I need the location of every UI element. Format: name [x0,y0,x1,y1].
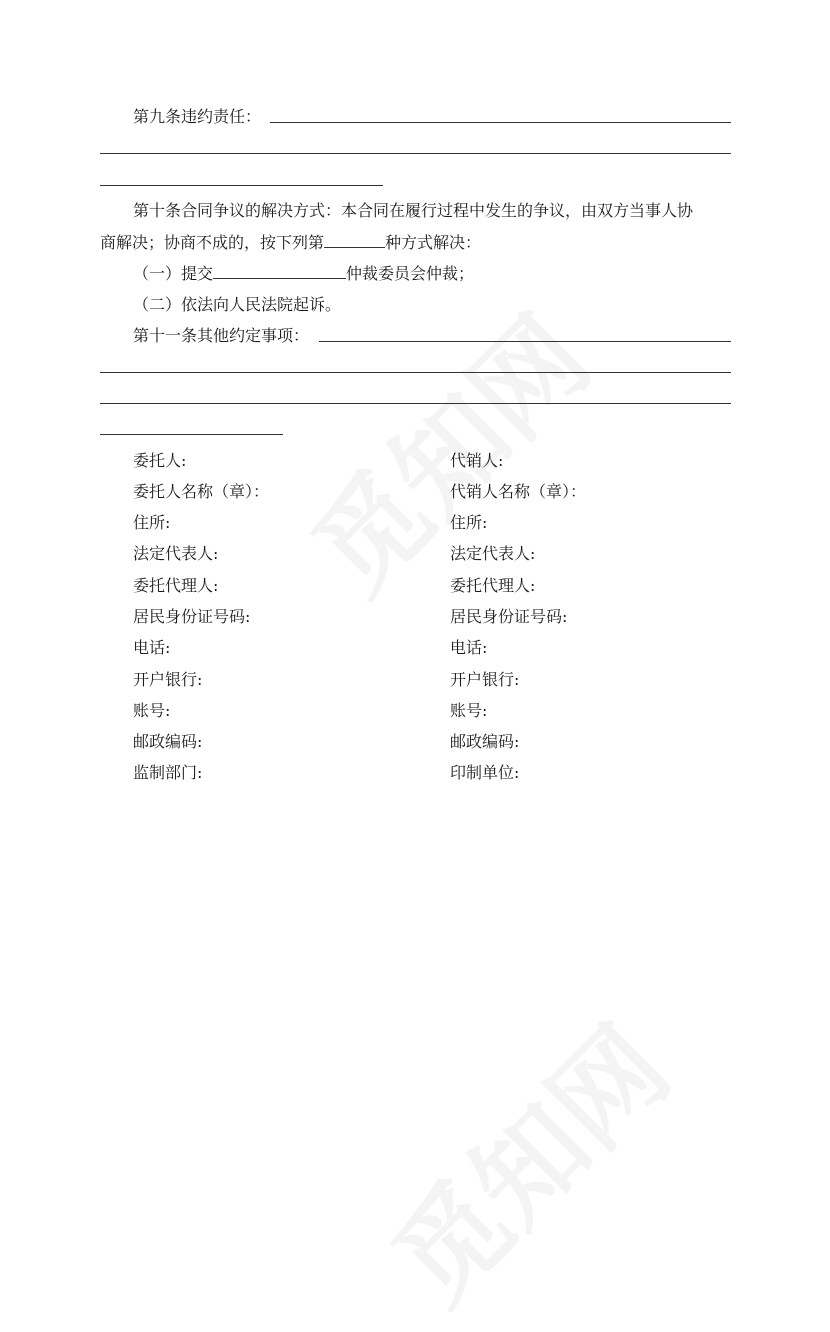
principal-field: 法定代表人: [133,544,219,563]
agent-field: 邮政编码: [450,732,520,751]
agent-field: 印制单位: [450,763,520,782]
principal-field: 电话: [133,638,171,657]
principal-field: 住所: [133,513,171,532]
article11-blank-4 [100,434,283,435]
article11-label: 第十一条其他约定事项： [133,326,310,345]
agent-field: 开户银行: [450,670,520,689]
agent-field: 委托代理人: [450,576,536,595]
agent-field: 电话: [450,638,488,657]
agent-field: 代销人: [450,451,504,470]
watermark [352,986,697,1331]
principal-field: 开户银行: [133,670,203,689]
agent-field: 住所: [450,513,488,532]
principal-field: 委托人: [133,451,187,470]
principal-field: 监制部门: [133,763,203,782]
article10-line2-text-a: 商解决；协商不成的，按下列第 [100,233,325,252]
principal-field: 居民身份证号码: [133,607,251,626]
watermark [272,276,617,621]
article10-line2 [100,231,481,254]
article10-option1-text-a: （一）提交 [133,264,214,283]
principal-field: 委托人名称（章）： [133,482,270,501]
agent-field: 法定代表人: [450,544,536,563]
article11-blank-3 [100,403,731,404]
principal-field: 账号: [133,701,171,720]
article10-option2: （二）依法向人民法院起诉。 [133,295,342,314]
agent-field: 代销人名称（章）： [450,482,587,501]
article9-blank-2 [100,153,731,154]
article11-blank-2 [100,372,731,373]
article11-blank-1 [319,341,731,342]
arbitration-committee-blank [213,262,346,279]
article10-method-blank [324,231,385,248]
article10-line2-text-b: 种方式解决： [385,233,482,252]
principal-field: 委托代理人: [133,576,219,595]
article10-option1-text-b: 仲裁委员会仲裁； [346,264,475,283]
article9-blank-3 [100,185,383,186]
article10-option1 [133,262,474,285]
article9-label: 第九条违约责任： [133,107,262,126]
agent-field: 账号: [450,701,488,720]
principal-field: 邮政编码: [133,732,203,751]
article9-blank-1 [270,122,731,123]
article10-line1: 第十条合同争议的解决方式：本合同在履行过程中发生的争议，由双方当事人协 [133,201,694,220]
agent-field: 居民身份证号码: [450,607,568,626]
